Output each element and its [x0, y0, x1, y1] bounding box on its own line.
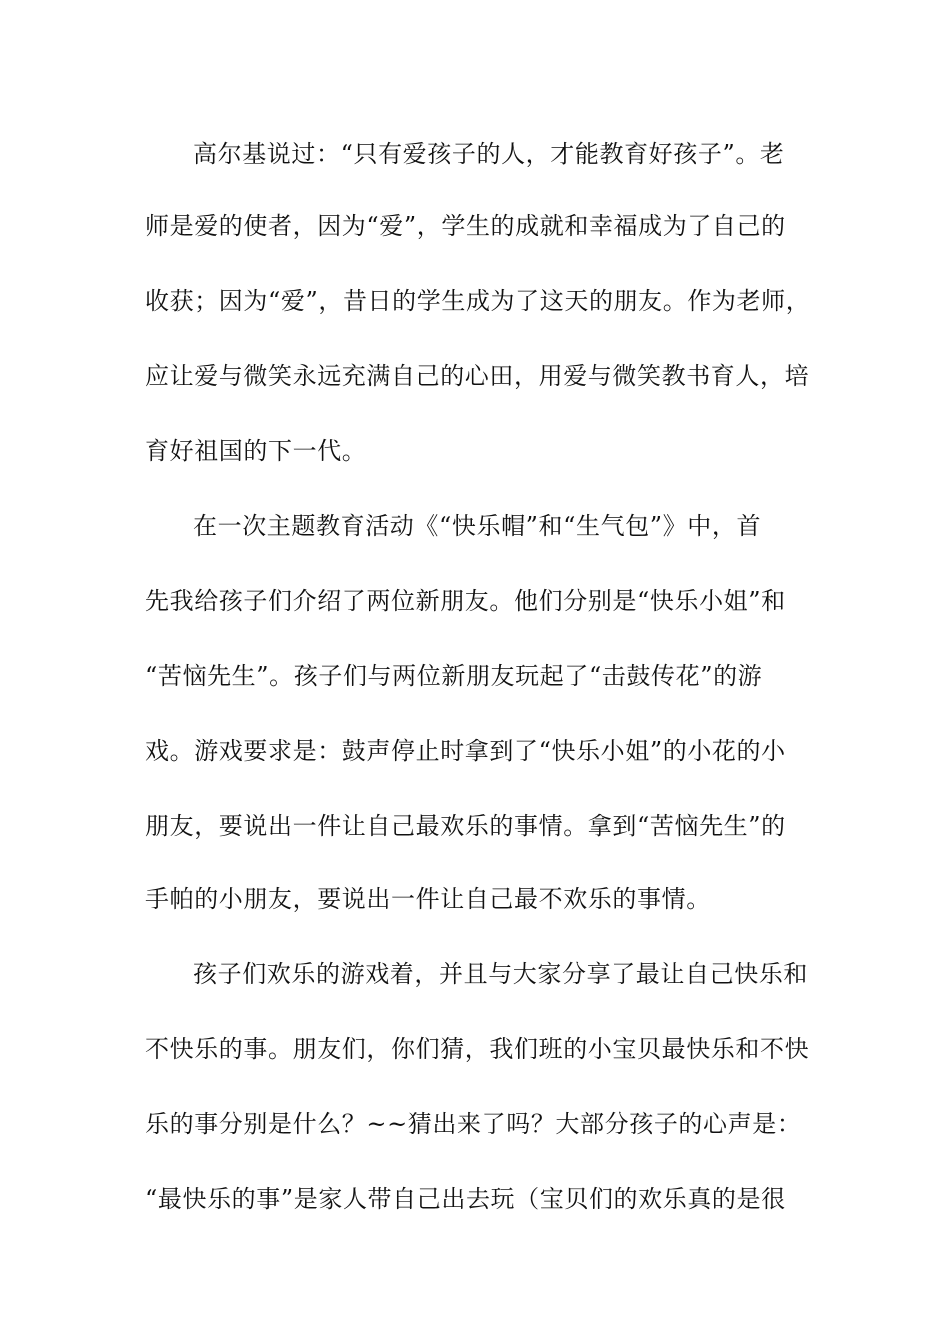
- paragraph-3-line-3: 乐的事分别是什么？~~猜出来了吗？大部分孩子的心声是：: [145, 1110, 802, 1138]
- paragraph-2-line-5: 朋友，要说出一件让自己最欢乐的事情。拿到“苦恼先生”的: [145, 812, 786, 840]
- paragraph-1-line-2: 师是爱的使者，因为“爱”，学生的成就和幸福成为了自己的: [145, 212, 786, 240]
- paragraph-3-line-4: “最快乐的事”是家人带自己出去玩（宝贝们的欢乐真的是很: [145, 1185, 786, 1213]
- paragraph-1-line-5: 育好祖国的下一代。: [145, 437, 367, 465]
- paragraph-3-line-1: 孩子们欢乐的游戏着，并且与大家分享了最让自己快乐和: [193, 960, 808, 988]
- paragraph-2-line-2: 先我给孩子们介绍了两位新朋友。他们分别是“快乐小姐”和: [145, 587, 786, 615]
- paragraph-2-line-1: 在一次主题教育活动《“快乐帽”和“生气包”》中，首: [193, 512, 762, 540]
- paragraph-2-line-6: 手帕的小朋友，要说出一件让自己最不欢乐的事情。: [145, 885, 711, 913]
- paragraph-2-line-4: 戏。游戏要求是：鼓声停止时拿到了“快乐小姐”的小花的小: [145, 737, 786, 765]
- paragraph-1-line-4: 应让爱与微笑永远充满自己的心田，用爱与微笑教书育人，培: [145, 362, 810, 390]
- paragraph-2-line-3: “苦恼先生”。孩子们与两位新朋友玩起了“击鼓传花”的游: [145, 662, 763, 690]
- paragraph-1-line-3: 收获；因为“爱”，昔日的学生成为了这天的朋友。作为老师，: [145, 287, 811, 315]
- paragraph-1-line-1: 高尔基说过：“只有爱孩子的人，才能教育好孩子”。老: [193, 140, 785, 168]
- paragraph-3-line-2: 不快乐的事。朋友们，你们猜，我们班的小宝贝最快乐和不快: [145, 1035, 810, 1063]
